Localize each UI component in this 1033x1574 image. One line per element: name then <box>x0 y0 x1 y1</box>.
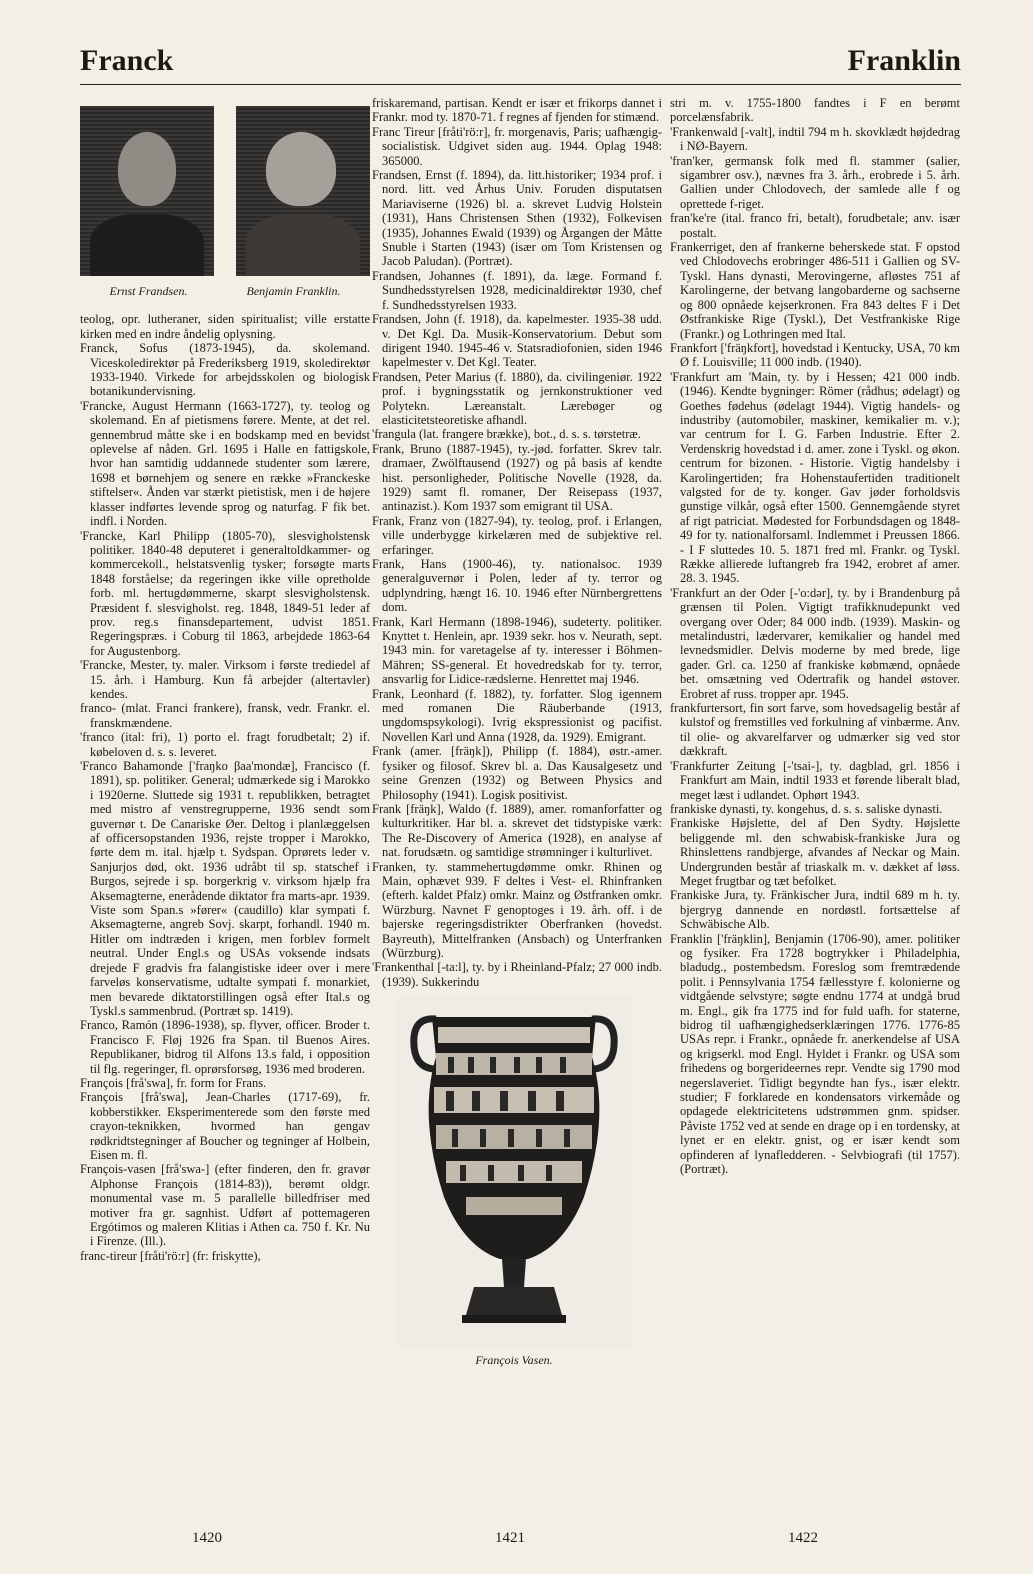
entry: Frandsen, Johannes (f. 1891), da. læge. Formand f. Sundhedsstyrelsen 1928, medicinaldirektør 1930, chef f. Sundhedsstyrelsen 1933. <box>372 268 662 312</box>
entry: frankiske dynasti, ty. kongehus, d. s. s. saliske dynasti. <box>670 801 943 816</box>
entry: Frankiske Højslette, del af Den Sydty. Højslette beliggende ml. den schwabisk-frankiske Jura og Rhinslettens randbjerge, afvandes af Neckar og Main. Undergrunden består af triaskalk m. v. dækket af løss. Meget frugtbar og tæt befolket. <box>670 816 960 888</box>
entry: Frank, Hans (1900-46), ty. nationalsoc. 1939 generalguvernør i Polen, leder af ty. terror og udplyndring, hængt 16. 10. 1946 efter Nürnbergrettens dom. <box>372 557 662 615</box>
entry: Frandsen, Peter Marius (f. 1880), da. civilingeniør. 1922 prof. i bygningsstatik og jernkonstruktioner ved Polytekn. Læreanstalt. Lærebøger og elasticitetsteoretiske afhandl. <box>372 369 662 427</box>
entry: Frank, Leonhard (f. 1882), ty. forfatter. Slog igennem med romanen Die Räuberbande (1913, ungdomspsykologi). Ivrig ekspressionist og pacifist. Novellen Karl und Anna (1928, da. 1929). Emigrant. <box>372 686 662 744</box>
entry: frankfurtersort, fin sort farve, som hovedsagelig består af kulstof og fremstilles ved forkulning af vinbærme. Anv. til olie- og akvarelfarver og udmærker sig ved stor dækkraft. <box>670 701 960 759</box>
vase-figure <box>396 997 632 1367</box>
entry: Franco, Ramón (1896-1938), sp. flyver, officer. Broder t. Francisco F. Fløj 1926 fra Span. til Buenos Aires. Republikaner, bidrog til Alfons 13.s fald, i opposition til flg. regeringer, fl. oprørsforsøg, 1936 med broderen. <box>80 1018 370 1076</box>
headword-left: Franck <box>80 44 174 77</box>
entry: Frankfort ['fräŋkfort], hovedstad i Kentucky, USA, 70 km Ø f. Louisville; 11 000 indb. (1940). <box>670 340 960 370</box>
francois-vase-image <box>396 997 632 1347</box>
entry: 'Frankfurt an der Oder [-'o:dər], ty. by i Brandenburg på grænsen til Polen. Vigtigt trafikknudepunkt ved overgang over Oder; 84 000 indb. (1939). Maskin- og metalindustri, lædervarer, kemikalier og handel med levnedsmidler. Delvis moderne by med brede, lige gader. Grl. ca. 1250 af frankiske købmænd, opnåede bet. omsætning ved Odertrafik og handel østover. Erobret af russ. tropper apr. 1945. <box>670 585 960 701</box>
page-number-1420: 1420 <box>192 1530 222 1546</box>
entry: 'franco (ital: fri), 1) porto el. fragt forudbetalt; 2) if. købeloven d. s. s. leveret. <box>80 730 370 759</box>
portraits <box>80 106 370 276</box>
entry: Frandsen, Ernst (f. 1894), da. litt.historiker; 1934 prof. i nord. litt. ved Århus Univ. Foruden disputatsen Mariaviserne (1926) bl. a. skrevet Ludvig Holstein (1931), Hans Christensen Sthen (1932), Folkevisen (1935), Johannes Ewald (1939) og Årgangen der Måtte Snuble i Starten (1943) (især om Tom Kristensen og Jacob Paludan). (Portræt). <box>372 168 662 269</box>
entry: François-vasen [frå'swa-] (efter finderen, den fr. gravør Alphonse François (1814-83)), berømt oldgr. monumental vase m. 5 parallelle billedfriser med motiver fra gr. sagnhist. Udført af pottemageren Ergótimos og maleren Klitias i Athen ca. 750 f. Kr. Nu i Firenze. (Ill.). <box>80 1162 370 1249</box>
entry: Frankiske Jura, ty. Fränkischer Jura, indtil 689 m h. ty. bjergryg dannende en nordøstl. fortsættelse af Schwäbische Alb. <box>670 888 960 932</box>
entry: teolog, opr. lutheraner, siden spiritualist; ville erstatte kirken med en indre åndelig oplysning. <box>80 312 370 341</box>
page-number-1422: 1422 <box>788 1530 818 1546</box>
entry: Frank, Karl Hermann (1898-1946), sudeterty. politiker. Knyttet t. Henlein, apr. 1939 sekr. hos v. Neurath, sept. 1943 min. for varetagelse af ty. interesser i Böhmen-Mähren; SS-general. Et hovedredskab for ty. terror, ansvarlig for Lidice-rædslerne. Henrettet maj 1946. <box>372 614 662 687</box>
portrait-captions <box>80 284 370 298</box>
entry: friskaremand, partisan. Kendt er især et frikorps dannet i Frankr. mod ty. 1870-71. f regnes af fjenden for stimænd. <box>372 96 662 125</box>
page-number-1421: 1421 <box>495 1530 525 1546</box>
entry: 'Francke, August Hermann (1663-1727), ty. teolog og skolemand. En af pietismens førere. Mente, at det rel. gennembrud måtte ske i en bodskamp med en bevidst oplevelse af nåden. Grl. 1695 i Halle en fattigskole, hvor han samtidig uddannede studenter som lærere, 1698 et børnehjem og senere en række »Franckeske stiftelser«. Ånden var stærkt pietistisk, men i de højere klasser indførtes levende sprog og naturfag. F fik bet. indfl. i Norden. <box>80 398 370 529</box>
entry: 'frangula (lat. frangere brække), bot., d. s. s. tørstetræ. <box>372 427 641 442</box>
portrait-benjamin-franklin <box>236 106 370 276</box>
headword-right: Franklin <box>847 44 961 77</box>
entry: stri m. v. 1755-1800 fandtes i F en berømt porcelænsfabrik. <box>670 96 960 125</box>
entry: fran'ke're (ital. franco fri, betalt), forudbetale; anv. især postalt. <box>670 211 960 240</box>
entry: Frank, Bruno (1887-1945), ty.-jød. forfatter. Skrev talr. dramaer, Zwölftausend (1927) og på basis af kendte hist. personligheder, Politische Novelle (1928, da. 1929) samt fl. romaner, Der Reisepass (1937, antinazist.). Kom 1937 som emigrant til USA. <box>372 441 662 514</box>
caption-franklin: Benjamin Franklin. <box>246 284 341 298</box>
entry: Frandsen, John (f. 1918), da. kapelmester. 1935-38 udd. v. Det Kgl. Da. Musik-Konservatorium. Debut som dirigent 1940. 1945-46 v. Statsradiofonien, siden 1946 kapelmester v. Det Kgl. Teater. <box>372 312 662 370</box>
entry: Franck, Sofus (1873-1945), da. skolemand. Viceskoledirektør på Frederiksberg 1919, skoledirektør 1933-1940. Virkede for arbejdsskolen og biologisk botanikundervisning. <box>80 341 370 399</box>
entry: Frank [fräŋk], Waldo (f. 1889), amer. romanforfatter og kulturkritiker. Har bl. a. skrevet det tidstypiske værk: The Re-Discovery of America (1928), en analyse af nat. forudsætn. og samtidige strømninger i kulturlivet. <box>372 801 662 860</box>
entry: 'Franco Bahamonde ['fraŋko βaa'mondæ], Francisco (f. 1891), sp. politiker. General; udmærkede sig i Marokko i 1920erne. Sluttede sig 1931 t. republikken, betragtet med mistro af venstregrupperne, 1936 sendt som guvernør t. De Canariske Øer. Deltog i planlæggelsen af officersopstanden 1936, rejste tropper i Marokko, førte dem m. ital. hjælp t. Sydspan. Oprørets leder v. Sanjurjos død, okt. 1936 udråbt til sp. statschef i Burgos, sejrede i sp. borgerkrig v. virksom hjælp fra Aksemagterne, enerådende diktator fra marts-apr. 1939. Viste som Span.s »fører« (caudillo) klar sympati f. Aksemagterne, angreb Sovj. skarpt, forhandl. 1940 m. Hitler om indtræden i krigen, men forblev formelt neutral. Under Engl.s og USAs voksende indsats drejede F gradvis fra falangistiske ideer over i mere farveløs konservatisme, udtalte sympati f. monarkiet, men bevarede diktatorstillingen også efter Ital.s og Tyskl.s sammenbrud. (Portræt sp. 1419). <box>80 759 370 1018</box>
entry: Franken, ty. stammehertugdømme omkr. Rhinen og Main, ophævet 939. F deltes i Vest- el. Rhinfranken (efterh. kaldet Pfalz) omkr. Mainz og Østfranken omkr. Würzburg. Navnet F genoptoges i 19. årh. off. i de bajerske regeringsdistrikter Oberfranken (hovedst. Bayreuth), Mittelfranken (Ansbach) og Unterfranken (Würzburg). <box>372 859 662 960</box>
portrait-ernst-frandsen <box>80 106 214 276</box>
entry: 'Frankenwald [-valt], indtil 794 m h. skovklædt højdedrag i NØ-Bayern. <box>670 124 960 154</box>
column-3 <box>670 96 960 1176</box>
entry: Frank (amer. [fräŋk]), Philipp (f. 1884), østr.-amer. fysiker og filosof. Skrev bl. a. Das Kausalgesetz und seine Grenzen (1932) og Between Physics and Philosophy (1941). Logisk positivist. <box>372 744 662 802</box>
entry: 'Frankfurter Zeitung [-'tsai-], ty. dagblad, grl. 1856 i Frankfurt am Main, indtil 1933 et førende liberalt blad, meget læst i udlandet. Ophørt 1943. <box>670 758 960 802</box>
column-1 <box>80 96 370 1263</box>
entry: Frankerriget, den af frankerne beherskede stat. F opstod ved Chlodovechs erobringer 486-511 i Gallien og SV-Tyskl. Hans dynasti, Merovingerne, afløstes 751 af Karolingerne, der betvang langobarderne og sachserne og 800 opnåede kejserkronen. Fra 843 deltes F i Det Østfrankiske Rige (Tyskl.), Det Vestfrankiske Rige (Frankr.) og Lothringen med Ital. <box>670 240 960 341</box>
entry: 'Francke, Karl Philipp (1805-70), slesvigholstensk politiker. 1840-48 deputeret i generaltoldkammer- og kommercekoll., helstatsvenlig tysker; forsøgte marts 1848 forståelse; da regeringen ikke ville opretholde forb. ml. hertugdømmerne, skarpt slesvigholstensk. Præsident f. slesvigholst. reg. 1848, 1849-51 leder af prov. reg.s finansdepartement, udvist 1851. Regeringspræs. i Coburg til 1863, arbejdede 1863-64 for Augustenborg. <box>80 528 370 658</box>
entry: François [frå'swa], Jean-Charles (1717-69), fr. kobberstikker. Eksperimenterede som den første med crayon-teknikken, hvormed han gengav rødkridtstegninger af Boucher og tegninger af Holbein, Eisen m. fl. <box>80 1090 370 1162</box>
entry: franco- (mlat. Franci frankere), fransk, vedr. Frankr. el. franskmændene. <box>80 701 370 730</box>
column-2 <box>372 96 662 1368</box>
entry: Franklin ['fräŋklin], Benjamin (1706-90), amer. politiker og fysiker. Fra 1728 bogtrykker i Philadelphia, bladudg., postembedsm. Foreslog som fremtrædende polit. i Pennsylvania 1754 fællesstyre f. kolonierne og vidtgående selvstyre; søgte endnu 1774 at undgå brud m. Engl., gik fra 1775 ind for fuld uafh. for staterne, bidrog til uafhængighedserklæringen 1776. 1776-85 USAs repr. i Frankr., opnåede fr. anerkendelse af USA og krigserkl. mod Engl. Hyldet i Frankr. og USA som frihedens og borgerideernes repr. Vendte sig 1790 mod negerslaveriet. Tidligt begyndte han fys., især elektr. studier; F forklarede en kondensators virkemåde og opdagede elektricitetens udstrømmen gnm. spidser. Påviste 1752 ved at sende en drage op i en tordensky, at lynet er en elektr. gnist, og er især kendt som opfinderen af lynafledderen. - Selvbiografi (til 1757). (Portræt). <box>670 931 960 1177</box>
entry: franc-tireur [fråti'rö:r] (fr: friskytte), <box>80 1248 261 1263</box>
entry: 'fran'ker, germansk folk med fl. stammer (salier, sigambrer osv.), nævnes fra 3. årh., erobrede i 5. årh. Gallien under Chlodovech, der samlede alle f og oprettede f-riget. <box>670 153 960 211</box>
entry: François [frå'swa], fr. form for Frans. <box>80 1075 267 1090</box>
caption-frandsen: Ernst Frandsen. <box>109 284 188 298</box>
entry: Frank, Franz von (1827-94), ty. teolog, prof. i Erlangen, ville underbygge kirkelæren med de subjektive rel. erfaringer. <box>372 513 662 557</box>
entry: 'Frankfurt am 'Main, ty. by i Hessen; 421 000 indb. (1946). Kendte bygninger: Römer (rådhus; ødelagt) og Goethes fødehus (ødelagt 1944). Vigtig handels- og industriby (automobiler, maskiner, kemikalier m. v.); var centrum for I. G. Farben Industrie. Efter 2. Verdenskrig hovedstad i d. amer. zone i Tyskl. og økon. centrum for bizonen. - Historie. Vigtig handelsby i Karolingertiden; fra Hohenstaufertiden traditionelt valgsted for de ty. konger. Gav jøder forholdsvis gunstige vilkår, også efter 1500. Gennemgående styret af rigt patriciat. Mødested for Forbundsdagen og 1848-49 for ty. nationalforsaml. Indlemmet i Preussen 1866. - I F sluttedes 10. 5. 1871 fred ml. Frankr. og Tyskl. Række allierede luftangreb fra 1942, erobret af amer. 28. 3. 1945. <box>670 369 960 586</box>
entry: 'Frankenthal [-ta:l], ty. by i Rheinland-Pfalz; 27 000 indb. (1939). Sukkerindu <box>372 960 662 989</box>
page-header <box>80 40 961 85</box>
entry: Franc Tireur [fråti'rö:r], fr. morgenavis, Paris; uafhængig-socialistisk. Udgivet siden aug. 1944. Oplag 1948: 365000. <box>372 124 662 168</box>
vase-caption: François Vasen. <box>475 1353 553 1368</box>
entry: 'Francke, Mester, ty. maler. Virksom i første trediedel af 15. årh. i Hamburg. Kun få arbejder (altertavler) kendes. <box>80 658 370 701</box>
